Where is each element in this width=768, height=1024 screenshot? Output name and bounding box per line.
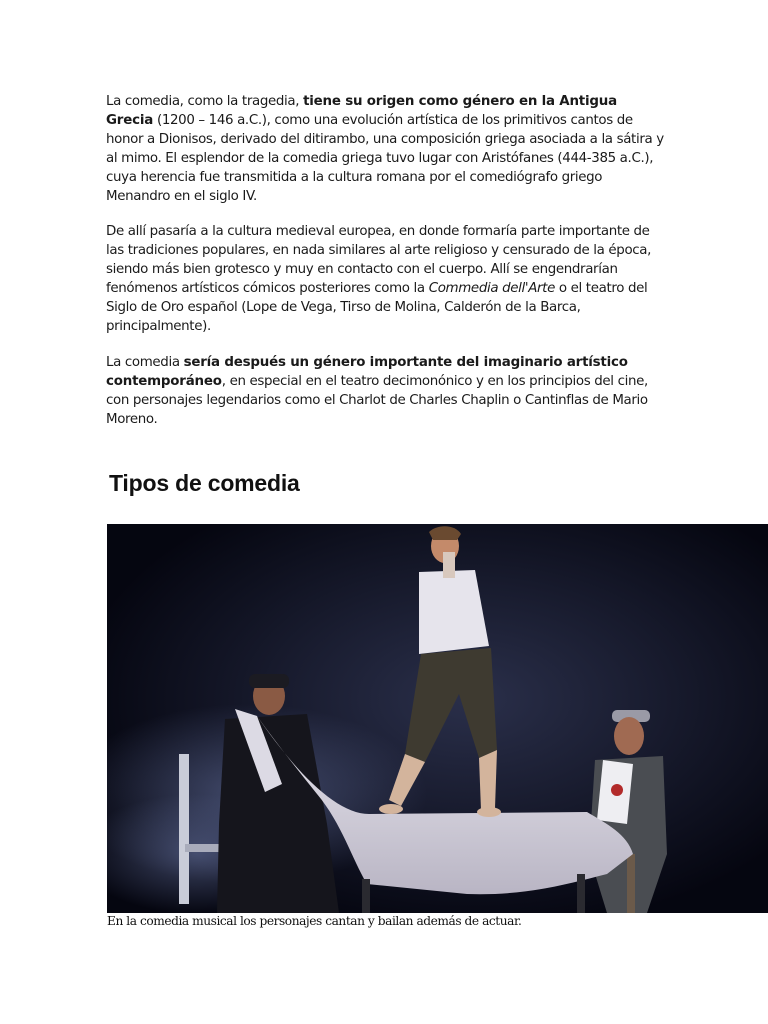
section-heading: Tipos de comedia	[109, 470, 300, 496]
paragraph-medieval	[106, 222, 666, 336]
theatre-photo	[107, 524, 768, 913]
p3-text-1: La comedia	[106, 355, 184, 370]
figure-caption: En la comedia musical los personajes cantan y bailan además de actuar.	[107, 914, 522, 928]
p1-bold-1: tiene su origen como género en la Antigua Grecia	[106, 94, 617, 128]
p3-bold-1: sería después un género importante del imaginario artístico contemporáneo	[106, 355, 628, 389]
p1-text-2: (1200 – 146 a.C.), como una evolución artística de los primitivos cantos de honor a Dionisos, derivado del ditirambo, una composición griega asociada a la sátira y al mimo. El esplendor de la comedia griega tuvo lugar con Aristófanes (444-385 a.C.), cuya herencia fue transmitida a la cultura romana por el comediógrafo griego Menandro en el siglo IV.	[106, 113, 664, 204]
p2-italic-1: Commedia dell'Arte	[428, 281, 555, 296]
paragraph-origin	[106, 92, 666, 206]
p2-text-1: De allí pasaría a la cultura medieval europea, en donde formaría parte importante de las tradiciones populares, en nada similares al arte religioso y censurado de la época, siendo más bien grotesco y muy en contacto con el cuerpo. Allí se engendrarían fenómenos artísticos cómicos posteriores como la	[106, 224, 652, 296]
p1-text-1: La comedia, como la tragedia,	[106, 94, 304, 109]
paragraph-contemporary	[106, 353, 666, 429]
p3-text-2: , en especial en el teatro decimonónico y en los principios del cine, con personajes legendarios como el Charlot de Charles Chaplin o Cantinflas de Mario Moreno.	[106, 374, 648, 427]
p2-text-2: o el teatro del Siglo de Oro español (Lope de Vega, Tirso de Molina, Calderón de la Barca, principalmente).	[106, 281, 648, 334]
